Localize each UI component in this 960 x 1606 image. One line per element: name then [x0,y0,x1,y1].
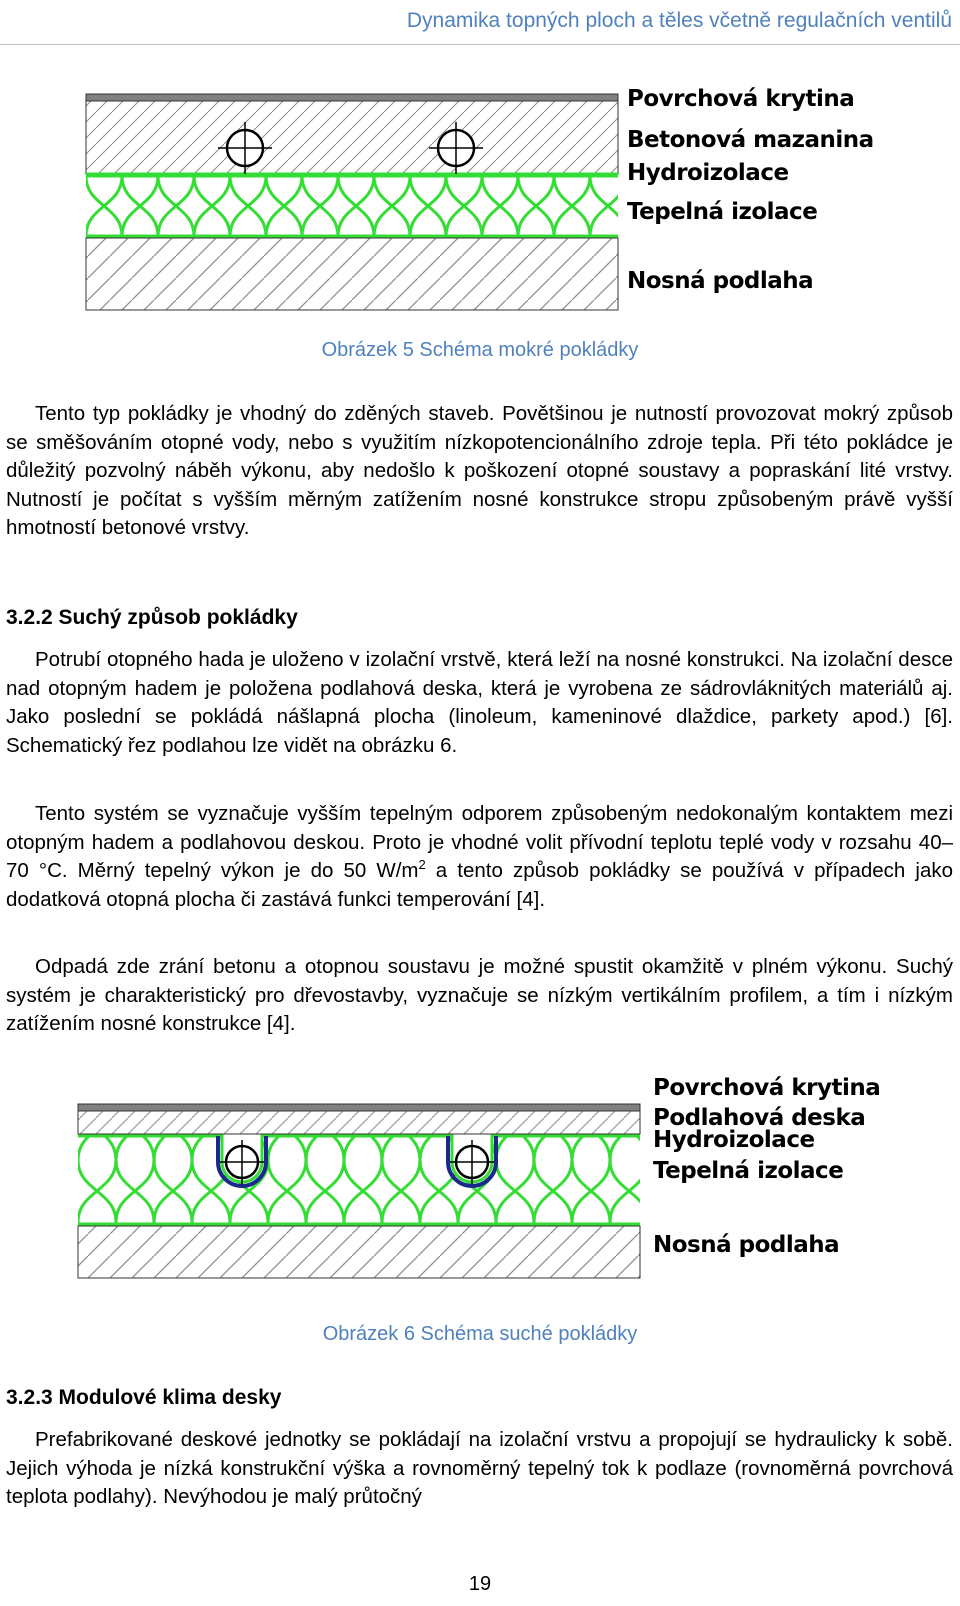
paragraph-text: Odpadá zde zrání betonu a otopnou soustavu je možné spustit okamžitě v plném výkonu. Suchý systém je charakteristický pro dřevostavby, vyznačuje se nízkým vertikálním profilem, a tím i nízkým zatížením nosné konstrukce [4]. [6,955,953,1036]
figure-wet-installation [0,80,960,340]
figure5-caption: Obrázek 5 Schéma mokré pokládky [321,339,639,361]
paragraph-text: Potrubí otopného hada je uloženo v izolační vrstvě, která leží na nosné konstrukci. Na izolační desce nad otopným hadem je položena podlahová deska, která je vyrobena ze sádrovláknitých materiálů aj. Jako poslední se pokládá nášlapná plocha (linoleum, kameninové dlaždice, parkety apod.) [6]. Schematický řez podlahou lze vidět na obrázku 6. [6,648,953,757]
label-load-bearing-floor: Nosná podlaha [653,1232,840,1258]
paragraph-text: Tento systém se vyznačuje vyšším tepelným odporem způsobeným nedokonalým kontaktem mezi otopným hadem a podlahovou deskou. Proto je vhodné volit přívodní teplotu teplé vody v rozsahu 40–70 °C. Měrný tepelný výkon je do 50 W/m [6,802,953,883]
paragraph-text: Prefabrikované deskové jednotky se pokládají na izolační vrstvu a propojují se hydraulicky k sobě. Jejich výhoda je nízká konstrukční výška a rovnoměrný tepelný tok k podlaze (rovnoměrná povrchová teplota podlahy). Nevýhodou je malý průtočný [6,1428,953,1509]
label-hydroinsulation: Hydroizolace [627,160,789,186]
label-hydroinsulation: Hydroizolace [653,1127,815,1153]
page-number: 19 [468,1573,492,1595]
paragraph [6,400,953,543]
section-heading: 3.2.2 Suchý způsob pokládky [6,606,298,629]
superscript: 2 [418,857,426,873]
page-header [0,0,960,45]
label-thermal-insulation: Tepelná izolace [627,199,818,225]
paragraph [6,1426,953,1512]
paragraph-text: Tento typ pokládky je vhodný do zděných staveb. Povětšinou je nutností provozovat mokrý způsob se směšováním otopné vody, nebo s využitím nízkopotencionálního zdroje tepla. Při této pokládce je důležitý pozvolný náběh výkonu, aby nedošlo k poškození otopné soustavy a popraskání lité vrstvy. Nutností je počítat s vyšším měrným zatížením nosné konstrukce stropu způsobeným právě vyšší hmotností betonové vrstvy. [6,402,953,540]
dry-installation-diagram [0,1102,960,1332]
figure-dry-installation [0,1075,960,1332]
label-thermal-insulation: Tepelná izolace [653,1158,844,1184]
figure6-caption: Obrázek 6 Schéma suché pokládky [322,1323,638,1345]
section-heading: 3.2.3 Modulové klima desky [6,1386,282,1409]
paragraph [6,646,953,760]
label-floor-board: Podlahová deska [653,1105,866,1131]
paragraph [6,953,953,1039]
paragraph-text: a tento způsob pokládky se používá v případech jako dodatková otopná plocha či zastává funkci temperování [4]. [6,859,953,911]
label-covering: Povrchová krytina [627,86,855,112]
label-covering: Povrchová krytina [653,1075,881,1101]
paragraph [6,800,953,914]
header-title: Dynamika topných ploch a těles včetně regulačních ventilů [406,9,952,32]
label-screed: Betonová mazanina [627,127,874,153]
label-load-bearing-floor: Nosná podlaha [627,268,814,294]
